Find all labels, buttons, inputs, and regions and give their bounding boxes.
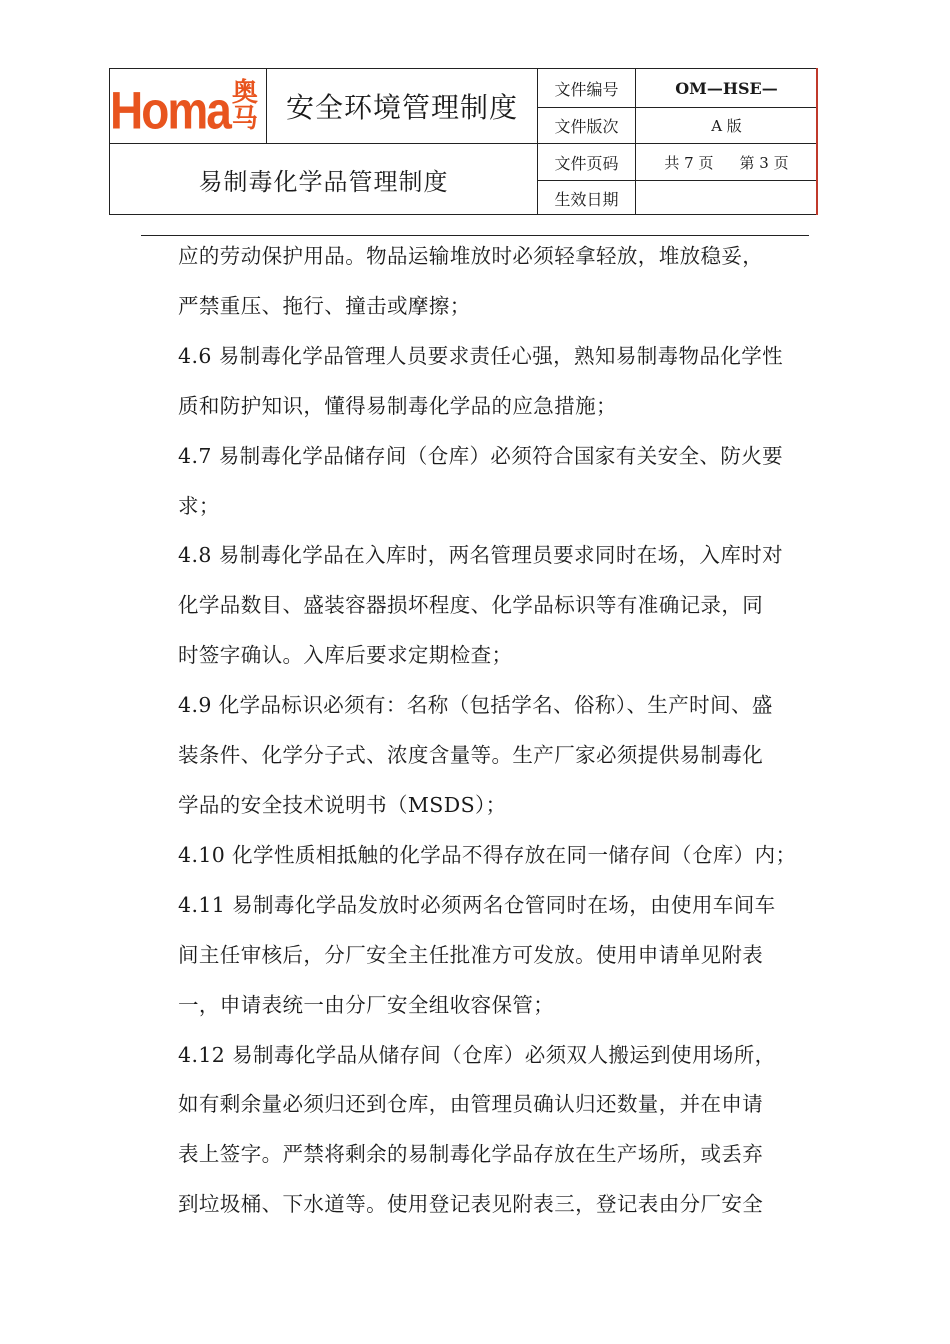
system-title: 安全环境管理制度	[285, 91, 518, 124]
body-line: 表上签字。严禁将剩余的易制毒化学品存放在生产场所，或丢弃	[178, 1142, 764, 1167]
document-body	[178, 232, 810, 1230]
body-line: 到垃圾桶、下水道等。使用登记表见附表三，登记表由分厂安全	[178, 1192, 764, 1217]
body-line: 4.12 易制毒化学品从储存间（仓库）必须双人搬运到使用场所，	[178, 1042, 776, 1067]
body-line: 如有剩余量必须归还到仓库，由管理员确认归还数量，并在申请	[178, 1092, 764, 1117]
body-line: 学品的安全技术说明书（MSDS）；	[178, 792, 507, 817]
body-line: 4.6 易制毒化学品管理人员要求责任心强，熟知易制毒物品化学性	[178, 343, 784, 368]
body-line: 应的劳动保护用品。物品运输堆放时必须轻拿轻放，堆放稳妥，	[178, 244, 764, 268]
doc-page-value	[636, 144, 817, 180]
doc-page-label: 文件页码	[554, 153, 619, 173]
body-line: 时签字确认。入库后要求定期检查；	[178, 643, 513, 668]
effective-date-value	[636, 181, 817, 215]
company-logo	[110, 69, 266, 143]
doc-no-label: 文件编号	[554, 79, 619, 99]
body-line: 装条件、化学分子式、浓度含量等。生产厂家必须提供易制毒化	[178, 743, 764, 768]
body-line: 质和防护知识，懂得易制毒化学品的应急措施；	[178, 393, 617, 418]
doc-no-value: OM—HSE—	[675, 78, 778, 98]
document-title: 易制毒化学品管理制度	[198, 168, 449, 196]
body-line: 间主任审核后，分厂安全主任批准方可发放。使用申请单见附表	[178, 942, 764, 967]
body-line: 4.9 化学品标识必须有：名称（包括学名、俗称）、生产时间、盛	[178, 693, 773, 718]
body-line: 4.7 易制毒化学品储存间（仓库）必须符合国家有关安全、防火要	[178, 443, 784, 468]
body-line: 4.8 易制毒化学品在入库时，两名管理员要求同时在场，入库时对	[178, 543, 784, 568]
body-line: 求；	[178, 493, 220, 518]
body-line: 化学品数目、盛装容器损坏程度、化学品标识等有准确记录，同	[178, 593, 764, 618]
doc-version-value: A 版	[711, 117, 742, 135]
body-line: 4.11 易制毒化学品发放时必须两名仓管同时在场，由使用车间车	[178, 892, 776, 917]
body-line: 一，申请表统一由分厂安全组收容保管；	[178, 992, 555, 1017]
effective-date-label: 生效日期	[554, 189, 619, 209]
logo-cjk-text: 奥马	[231, 77, 258, 133]
body-line: 4.10 化学性质相抵触的化学品不得存放在同一储存间（仓库）内；	[178, 842, 797, 867]
page-current: 第 3 页	[739, 153, 789, 172]
logo-latin-text: Homa	[110, 80, 230, 140]
header-edge-mark	[816, 68, 818, 215]
document-header-table	[109, 68, 817, 215]
doc-version-label: 文件版次	[554, 117, 619, 136]
page-total: 共 7 页	[664, 153, 714, 172]
body-line: 严禁重压、拖行、撞击或摩擦；	[178, 293, 471, 318]
